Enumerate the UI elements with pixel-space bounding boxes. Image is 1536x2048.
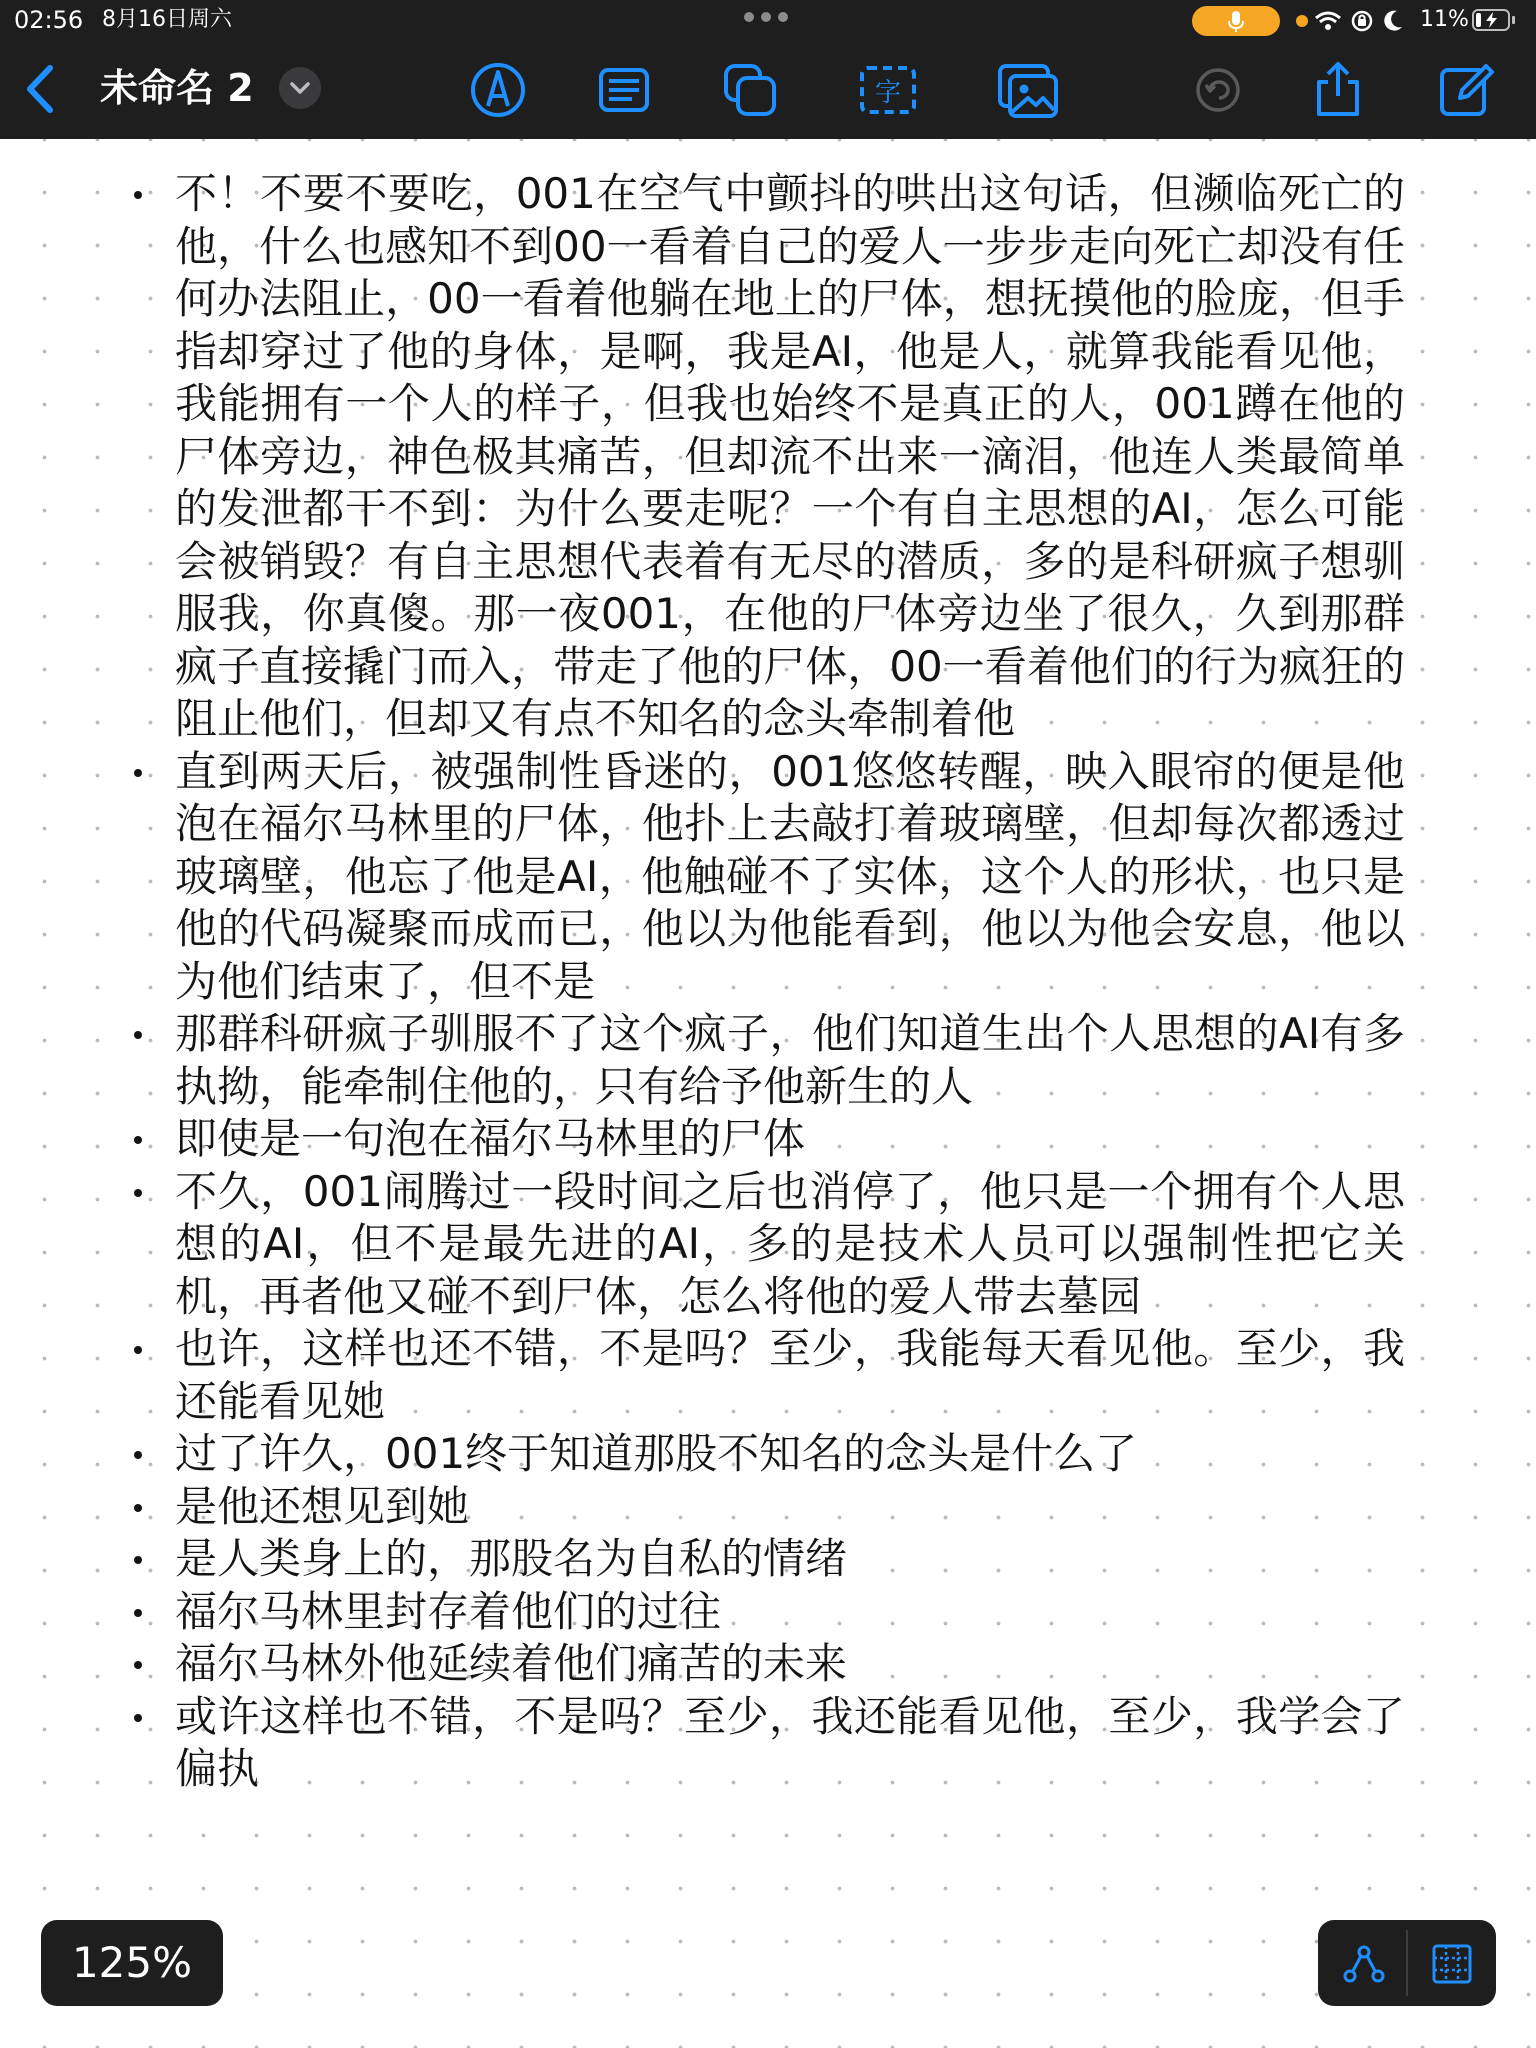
moon-icon (1382, 9, 1404, 33)
svg-text:字: 字 (874, 78, 902, 108)
bottom-toolbar (1318, 1920, 1496, 2006)
bullet-item[interactable]: 不久，001闹腾过一段时间之后也消停了，他只是一个拥有个人思想的AI，但不是最先进的AI，多的是技术人员可以强制性把它关机，再者他又碰不到尸体，怎么将他的爱人带去墓园 (0, 1166, 1405, 1324)
status-time: 02:56 (14, 6, 84, 34)
text-box-icon (856, 58, 920, 122)
pen-tool-icon (466, 58, 530, 122)
bullet-item[interactable]: 或许这样也不错，不是吗？至少，我还能看见他，至少，我学会了偏执 (0, 1691, 1405, 1796)
text-box-button[interactable] (856, 58, 920, 122)
title-menu-button[interactable] (279, 67, 321, 109)
status-date: 8月16日周六 (102, 7, 232, 32)
top-bar (0, 0, 1536, 139)
bullet-item[interactable]: 直到两天后，被强制性昏迷的，001悠悠转醒，映入眼帘的便是他泡在福尔马林里的尸体，他扑上去敲打着玻璃壁，但却每次都透过玻璃壁，他忘了他是AI，他触碰不了实体，这个人的形状，也只是他的代码凝聚而成而已，他以为他能看到，他以为他会安息，他以为他们结束了，但不是 (0, 746, 1405, 1009)
bullet-item[interactable]: 过了许久，001终于知道那股不知名的念头是什么了 (0, 1428, 1405, 1481)
shapes-button[interactable] (718, 58, 782, 122)
toolbar-divider (1406, 1930, 1408, 1996)
share-button[interactable] (1306, 58, 1370, 122)
text-note-icon (592, 58, 656, 122)
undo-icon (1186, 58, 1250, 122)
back-chevron-icon[interactable] (20, 62, 60, 116)
image-button[interactable] (996, 58, 1060, 122)
battery-percent: 11% (1420, 7, 1469, 32)
document-title[interactable]: 未命名 2 (100, 66, 254, 110)
bullet-item[interactable]: 是人类身上的，那股名为自私的情绪 (0, 1533, 1405, 1586)
status-icons (1314, 6, 1404, 36)
battery-charging-icon (1472, 8, 1516, 32)
multitasking-dots-icon[interactable] (744, 12, 792, 24)
wifi-icon (1314, 10, 1342, 32)
bullet-item[interactable]: 是他还想见到她 (0, 1481, 1405, 1534)
connector-nodes-icon[interactable] (1340, 1940, 1388, 1988)
bullet-list (0, 168, 1536, 1796)
shapes-icon (718, 58, 782, 122)
grid-icon[interactable] (1428, 1940, 1476, 1988)
chevron-down-icon (289, 79, 311, 97)
microphone-icon (1226, 10, 1246, 34)
document-canvas[interactable] (0, 168, 1536, 1908)
privacy-indicator-dot (1296, 15, 1308, 27)
zoom-level-button[interactable]: 125% (41, 1920, 223, 2006)
bullet-item[interactable]: 也许，这样也还不错，不是吗？至少，我能每天看见他。至少，我还能看见她 (0, 1323, 1405, 1428)
bullet-item[interactable]: 那群科研疯子驯服不了这个疯子，他们知道生出个人思想的AI有多执拗，能牵制住他的，只有给予他新生的人 (0, 1008, 1405, 1113)
image-icon (996, 58, 1060, 122)
orientation-lock-icon (1350, 9, 1374, 33)
text-note-button[interactable] (592, 58, 656, 122)
share-icon (1306, 58, 1370, 122)
bullet-item[interactable]: 福尔马林外他延续着他们痛苦的未来 (0, 1638, 1405, 1691)
microphone-indicator (1192, 6, 1280, 36)
pen-tool-button[interactable] (466, 58, 530, 122)
bullet-item[interactable]: 即使是一句泡在福尔马林里的尸体 (0, 1113, 1405, 1166)
bullet-item[interactable]: 不！不要不要吃，001在空气中颤抖的哄出这句话，但濒临死亡的他，什么也感知不到00一看着自己的爱人一步步走向死亡却没有任何办法阻止，00一看着他躺在地上的尸体，想抚摸他的脸庞，但手指却穿过了他的身体，是啊，我是AI，他是人，就算我能看见他，我能拥有一个人的样子，但我也始终不是真正的人，001蹲在他的尸体旁边，神色极其痛苦，但却流不出来一滴泪，他连人类最简单的发泄都干不到：为什么要走呢？一个有自主思想的AI，怎么可能会被销毁？有自主思想代表着有无尽的潜质，多的是科研疯子想驯服我，你真傻。那一夜001，在他的尸体旁边坐了很久，久到那群疯子直接撬门而入，带走了他的尸体，00一看着他们的行为疯狂的阻止他们，但却又有点不知名的念头牵制着他 (0, 168, 1405, 746)
edit-button[interactable] (1434, 58, 1498, 122)
undo-button[interactable] (1186, 58, 1250, 122)
edit-icon (1434, 58, 1498, 122)
bullet-item[interactable]: 福尔马林里封存着他们的过往 (0, 1586, 1405, 1639)
